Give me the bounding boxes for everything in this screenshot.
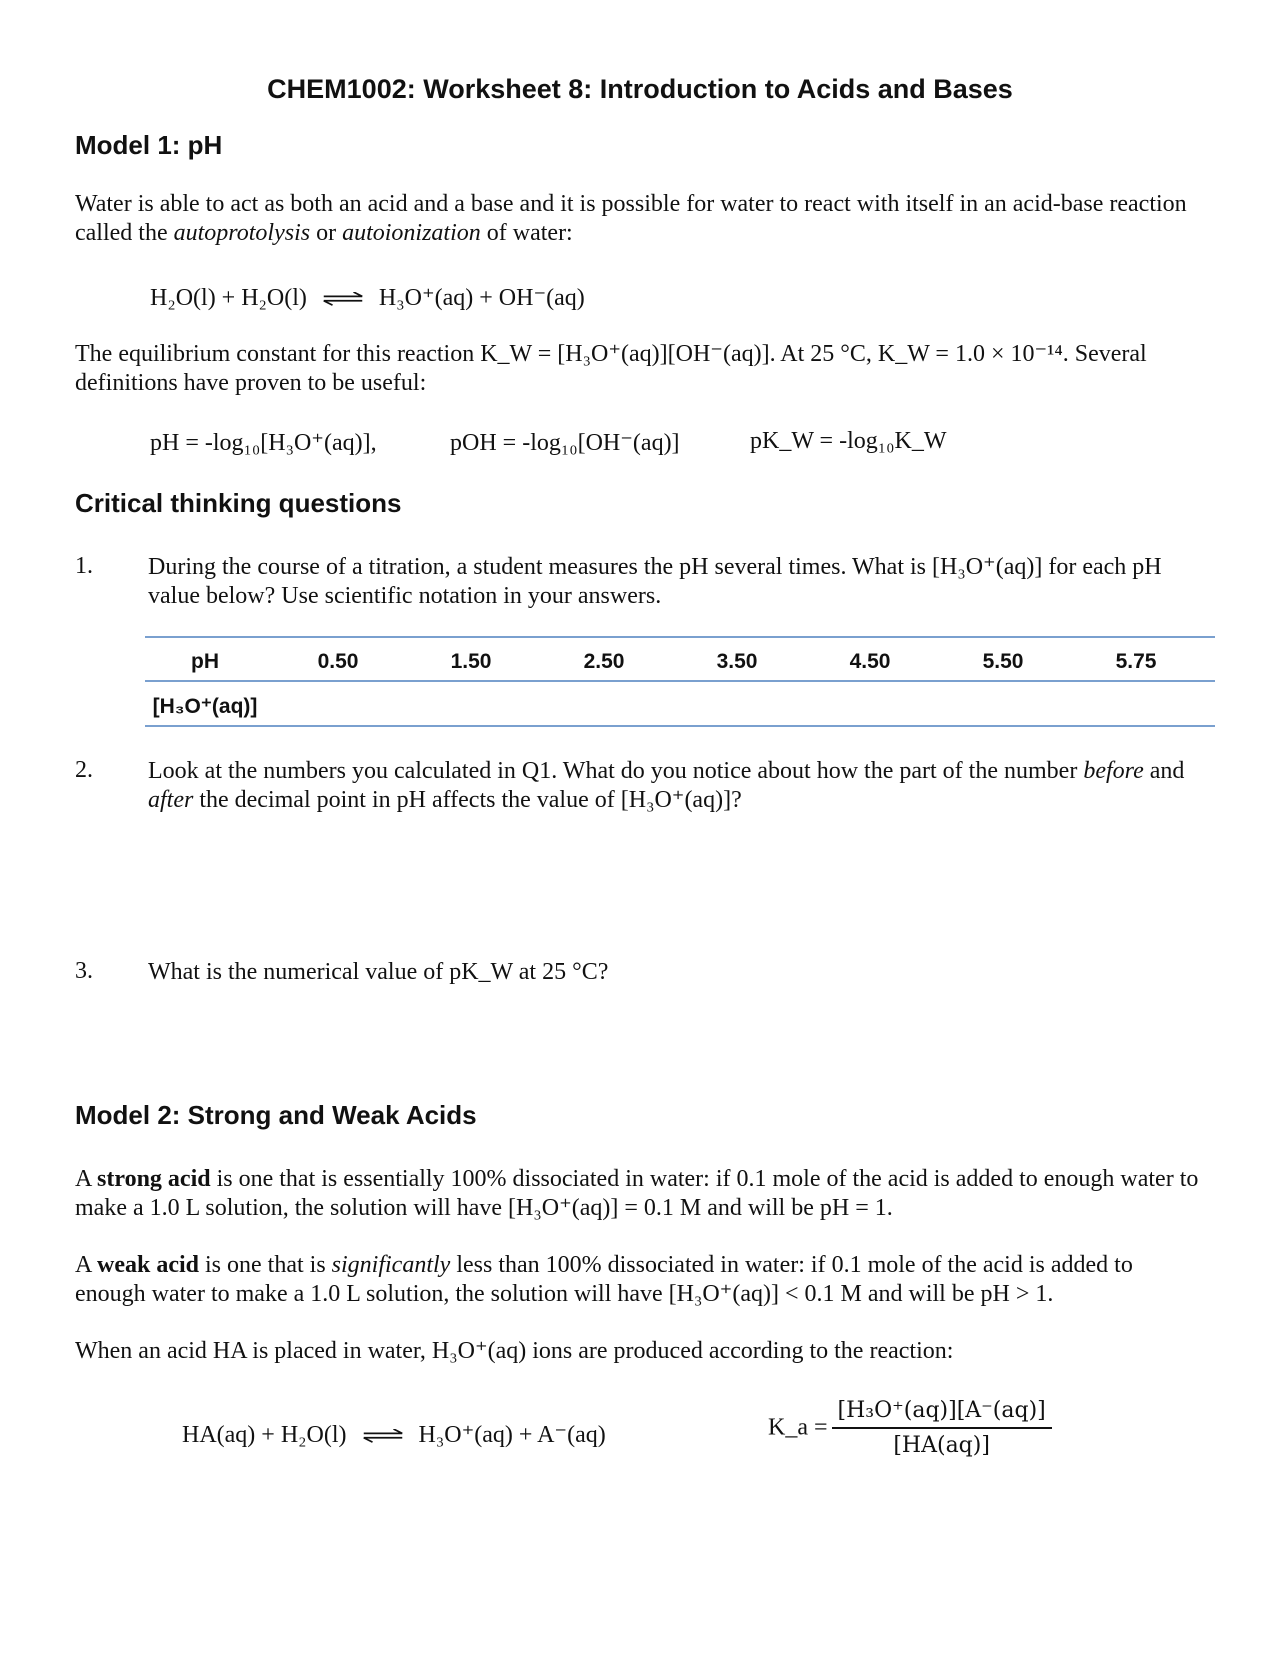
table-mid-rule bbox=[145, 680, 1215, 682]
model2-heading: Model 2: Strong and Weak Acids bbox=[75, 1100, 477, 1130]
table-header-h3o: [H₃O⁺(aq)] bbox=[152, 695, 258, 718]
ctq-heading: Critical thinking questions bbox=[75, 488, 402, 518]
autoprotolysis-equation: H₂O(l) + H₂O(l) H₃O⁺(aq) + OH⁻(aq) bbox=[150, 285, 585, 311]
model1-heading: Model 1: pH bbox=[75, 130, 223, 160]
ka-denominator: [HA(aq)] bbox=[893, 1433, 990, 1458]
table-cell: 2.50 bbox=[583, 650, 625, 673]
ka-fraction bbox=[832, 1398, 1052, 1458]
definition-pkw: pK_W = -log₁₀K_W bbox=[750, 428, 947, 454]
kw-paragraph: The equilibrium constant for this reaction K_W = [H₃O⁺(aq)][OH⁻(aq)]. At 25 °C, K_W = 1.0 × 10⁻¹⁴. Several definitions have proven to be useful: bbox=[75, 341, 1147, 396]
ka-label: K_a = bbox=[768, 1414, 828, 1441]
table-bottom-rule bbox=[145, 725, 1215, 727]
q1-number: 1. bbox=[75, 553, 93, 579]
q2-text: Look at the numbers you calculated in Q1. What do you notice about how the part of the number before and after the decimal point in pH affects the value of [H₃O⁺(aq)]? bbox=[148, 758, 1185, 813]
equilibrium-arrow-icon bbox=[359, 1429, 407, 1443]
table-cell: 5.75 bbox=[1115, 650, 1157, 673]
weak-acid-paragraph: A weak acid is one that is significantly less than 100% dissociated in water: if 0.1 mole of the acid is added to enough water to make a 1.0 L solution, the solution will have [H₃O⁺(aq)] < 0.1 M and will be pH > 1. bbox=[75, 1252, 1133, 1307]
q1-text: During the course of a titration, a student measures the pH several times. What is [H₃O⁺(aq)] for each pH value below? Use scientific notation in your answers. bbox=[148, 554, 1162, 609]
table-cell: 0.50 bbox=[317, 650, 359, 673]
strong-acid-paragraph: A strong acid is one that is essentially 100% dissociated in water: if 0.1 mole of the acid is added to enough water to make a 1.0 L solution, the solution will have [H₃O⁺(aq)] = 0.1 M and will be pH = 1. bbox=[75, 1166, 1199, 1221]
ka-expression bbox=[768, 1398, 1052, 1458]
model1-intro: Water is able to act as both an acid and a base and it is possible for water to react with itself in an acid-base reaction called the autoprotolysis or autoionization of water: bbox=[75, 191, 1187, 246]
q3-number: 3. bbox=[75, 958, 93, 984]
ka-numerator: [H₃O⁺(aq)][A⁻(aq)] bbox=[832, 1398, 1052, 1429]
table-cell: 5.50 bbox=[982, 650, 1024, 673]
definition-ph: pH = -log₁₀[H₃O⁺(aq)], bbox=[150, 430, 377, 456]
table-header-ph: pH bbox=[191, 650, 219, 673]
table-cell: 1.50 bbox=[450, 650, 492, 673]
reaction-intro: When an acid HA is placed in water, H₃O⁺(aq) ions are produced according to the reaction: bbox=[75, 1338, 954, 1364]
table-cell: 4.50 bbox=[849, 650, 891, 673]
table-top-rule bbox=[145, 636, 1215, 638]
q3-text: What is the numerical value of pK_W at 25 °C? bbox=[148, 959, 609, 985]
table-cell: 3.50 bbox=[716, 650, 758, 673]
q2-number: 2. bbox=[75, 757, 93, 783]
page-title: CHEM1002: Worksheet 8: Introduction to Acids and Bases bbox=[267, 74, 1013, 104]
acid-dissociation-equation: HA(aq) + H₂O(l) H₃O⁺(aq) + A⁻(aq) bbox=[182, 1422, 606, 1448]
definition-poh: pOH = -log₁₀[OH⁻(aq)] bbox=[450, 430, 680, 456]
equilibrium-arrow-icon bbox=[319, 292, 367, 306]
